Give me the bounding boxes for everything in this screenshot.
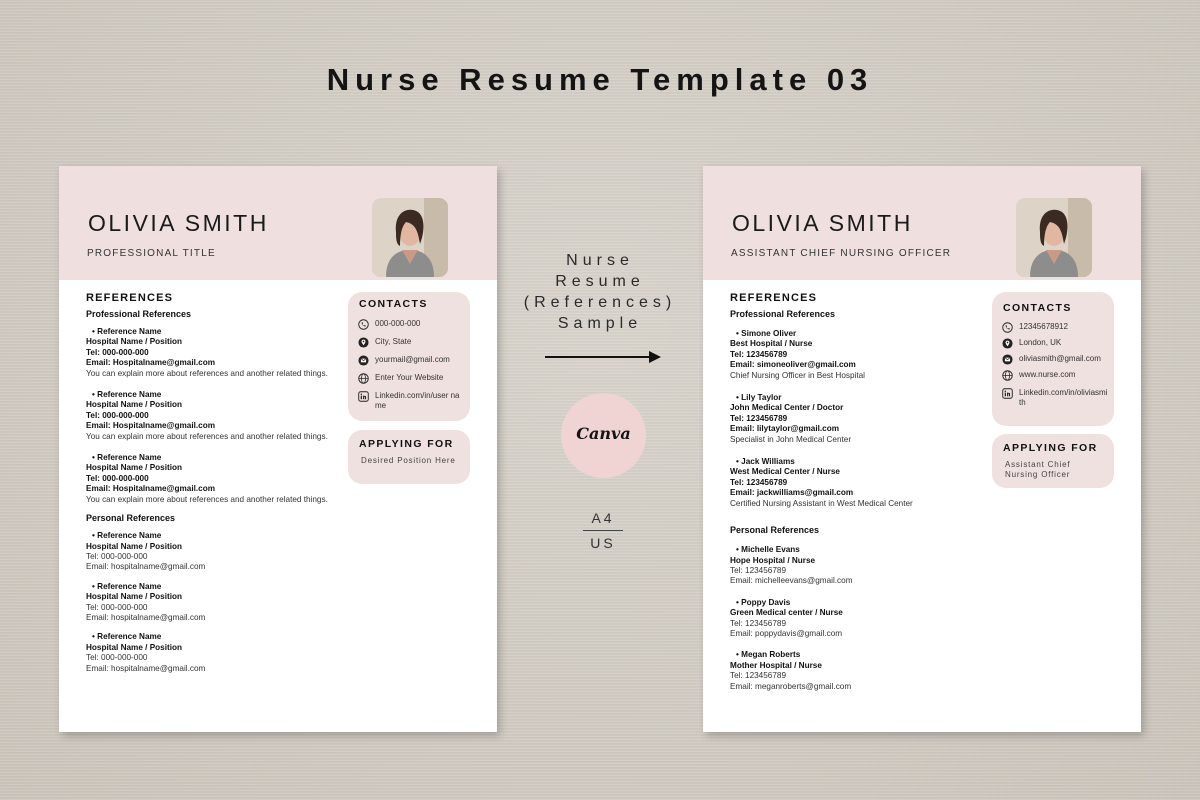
reference-tel: Tel: 000-000-000 <box>86 551 148 561</box>
applying-position: Assistant Chief Nursing Officer <box>1005 460 1071 479</box>
resume-header <box>703 166 1141 280</box>
personal-references-heading: Personal References <box>86 513 176 524</box>
resume-name: OLIVIA SMITH <box>732 210 913 236</box>
references-section <box>86 292 346 685</box>
linkedin-icon <box>358 391 369 402</box>
caption-line: (References) <box>523 294 677 311</box>
personal-references-heading: Personal References <box>730 525 820 536</box>
references-heading: REFERENCES <box>86 292 174 304</box>
center-caption <box>510 250 690 334</box>
reference-entry <box>730 329 990 381</box>
reference-email: Email: Hospitalname@gmail.com <box>86 358 216 368</box>
contact-location-text: London, UK <box>1019 338 1062 347</box>
reference-email: Email: meganroberts@gmail.com <box>730 681 852 691</box>
reference-tel: Tel: 000-000-000 <box>86 410 149 420</box>
reference-email: Email: simoneoliver@gmail.com <box>730 360 856 370</box>
reference-tel: Tel: 123456789 <box>730 477 788 487</box>
reference-name: • Simone Oliver <box>730 329 990 339</box>
contact-email <box>992 354 1114 365</box>
reference-name: • Reference Name <box>86 453 346 463</box>
reference-position: John Medical Center / Doctor <box>730 403 844 413</box>
reference-description: Chief Nursing Officer in Best Hospital <box>730 370 865 380</box>
canva-logo-text: Canva <box>576 424 631 443</box>
contact-email-text: yourmail@gmail.com <box>375 355 450 364</box>
applying-for-box <box>348 430 470 484</box>
applying-heading: APPLYING FOR <box>359 438 454 450</box>
reference-tel: Tel: 123456789 <box>730 618 786 628</box>
page-title: Nurse Resume Template 03 <box>326 62 874 97</box>
location-icon <box>1002 338 1013 349</box>
resume-professional-title: PROFESSIONAL TITLE <box>87 248 216 259</box>
reference-email: Email: jackwilliams@gmail.com <box>730 488 854 498</box>
reference-name: • Reference Name <box>86 327 346 337</box>
applying-heading: APPLYING FOR <box>1003 442 1098 454</box>
reference-name: • Reference Name <box>86 531 346 541</box>
reference-tel: Tel: 000-000-000 <box>86 602 148 612</box>
resume-name: OLIVIA SMITH <box>88 210 269 236</box>
email-icon <box>358 355 369 366</box>
reference-position: Hospital Name / Position <box>86 642 182 652</box>
contacts-heading: CONTACTS <box>1003 302 1072 314</box>
reference-name: • Lily Taylor <box>730 393 990 403</box>
reference-email: Email: michelleevans@gmail.com <box>730 576 853 586</box>
size-us-label: US <box>590 535 616 551</box>
email-icon <box>1002 354 1013 365</box>
contact-location-text: City, State <box>375 337 412 346</box>
reference-entry <box>86 582 346 624</box>
linkedin-icon <box>1002 388 1013 399</box>
reference-tel: Tel: 123456789 <box>730 349 788 359</box>
contact-location <box>348 337 470 348</box>
reference-position: Best Hospital / Nurse <box>730 339 813 349</box>
contact-email-text: oliviasmith@gmail.com <box>1019 354 1101 363</box>
contact-website <box>992 370 1114 381</box>
location-icon <box>358 337 369 348</box>
reference-email: Email: poppydavis@gmail.com <box>730 628 843 638</box>
reference-entry <box>730 598 990 640</box>
reference-entry <box>730 457 990 509</box>
applying-for-box <box>992 434 1114 488</box>
reference-name: • Jack Williams <box>730 457 990 467</box>
reference-tel: Tel: 123456789 <box>730 671 786 681</box>
reference-position: Green Medical center / Nurse <box>730 608 843 618</box>
reference-position: Hospital Name / Position <box>86 463 182 473</box>
contacts-box <box>992 292 1114 426</box>
contact-linkedin-text: Linkedin.com/in/user name <box>375 391 460 410</box>
arrow-right-icon <box>545 349 665 365</box>
reference-entry <box>86 632 346 674</box>
reference-name: • Megan Roberts <box>730 650 990 660</box>
reference-position: Hospital Name / Position <box>86 337 182 347</box>
reference-tel: Tel: 000-000-000 <box>86 653 148 663</box>
contacts-heading: CONTACTS <box>359 298 428 310</box>
contact-website-text: Enter Your Website <box>375 373 444 382</box>
contact-linkedin <box>348 391 470 411</box>
reference-entry <box>730 393 990 445</box>
professional-references-heading: Professional References <box>730 309 836 319</box>
contacts-box <box>348 292 470 421</box>
phone-icon <box>1002 322 1013 333</box>
contact-phone <box>992 322 1114 333</box>
portrait-image <box>1016 198 1092 277</box>
reference-email: Email: Hospitalname@gmail.com <box>86 484 216 494</box>
contact-website <box>348 373 470 384</box>
reference-name: • Reference Name <box>86 582 346 592</box>
reference-position: West Medical Center / Nurse <box>730 467 840 477</box>
globe-icon <box>358 373 369 384</box>
caption-line: Resume <box>555 273 645 290</box>
contact-linkedin-text: Linkedin.com/in/oliviasmith <box>1019 388 1108 407</box>
reference-description: You can explain more about references and another related things. <box>86 431 328 441</box>
contact-phone-text: 12345678912 <box>1019 322 1068 331</box>
portrait-image <box>372 198 448 277</box>
reference-name: • Reference Name <box>86 632 346 642</box>
references-section <box>730 292 990 703</box>
reference-name: • Reference Name <box>86 390 346 400</box>
contact-website-text: www.nurse.com <box>1019 370 1076 379</box>
contact-email <box>348 355 470 366</box>
reference-email: Email: lilytaylor@gmail.com <box>730 424 839 434</box>
reference-entry <box>86 531 346 573</box>
reference-entry <box>730 650 990 692</box>
reference-entry <box>86 453 346 505</box>
reference-email: Email: hospitalname@gmail.com <box>86 562 206 572</box>
reference-description: Specialist in John Medical Center <box>730 434 852 444</box>
canva-logo <box>561 393 646 478</box>
professional-references-heading: Professional References <box>86 309 192 319</box>
reference-position: Hospital Name / Position <box>86 541 182 551</box>
reference-description: You can explain more about references and another related things. <box>86 368 328 378</box>
reference-name: • Poppy Davis <box>730 598 990 608</box>
resume-header <box>59 166 497 280</box>
size-divider <box>583 530 623 531</box>
resume-template-page <box>59 166 497 732</box>
resume-professional-title: ASSISTANT CHIEF NURSING OFFICER <box>731 248 952 259</box>
reference-email: Email: hospitalname@gmail.com <box>86 612 206 622</box>
phone-icon <box>358 319 369 330</box>
size-a4-label: A4 <box>591 510 615 526</box>
caption-line: Nurse <box>566 252 634 269</box>
reference-name: • Michelle Evans <box>730 545 990 555</box>
caption-line: Sample <box>557 315 643 332</box>
profile-photo <box>372 198 448 277</box>
contact-phone-text: 000-000-000 <box>375 319 421 328</box>
reference-position: Hospital Name / Position <box>86 592 182 602</box>
reference-description: Certified Nursing Assistant in West Medical Center <box>730 498 913 508</box>
reference-tel: Tel: 000-000-000 <box>86 347 149 357</box>
profile-photo <box>1016 198 1092 277</box>
references-heading: REFERENCES <box>730 292 818 304</box>
applying-position: Desired Position Here <box>361 456 456 465</box>
reference-position: Mother Hospital / Nurse <box>730 660 822 670</box>
reference-position: Hospital Name / Position <box>86 400 182 410</box>
reference-tel: Tel: 123456789 <box>730 565 786 575</box>
reference-entry <box>86 390 346 442</box>
reference-email: Email: Hospitalname@gmail.com <box>86 421 216 431</box>
reference-position: Hope Hospital / Nurse <box>730 555 816 565</box>
reference-entry <box>86 327 346 379</box>
reference-description: You can explain more about references and another related things. <box>86 494 328 504</box>
reference-email: Email: hospitalname@gmail.com <box>86 663 206 673</box>
reference-tel: Tel: 000-000-000 <box>86 473 149 483</box>
reference-entry <box>730 545 990 587</box>
resume-sample-page <box>703 166 1141 732</box>
contact-location <box>992 338 1114 349</box>
contact-phone <box>348 319 470 330</box>
contact-linkedin <box>992 388 1114 408</box>
reference-tel: Tel: 123456789 <box>730 413 788 423</box>
globe-icon <box>1002 370 1013 381</box>
